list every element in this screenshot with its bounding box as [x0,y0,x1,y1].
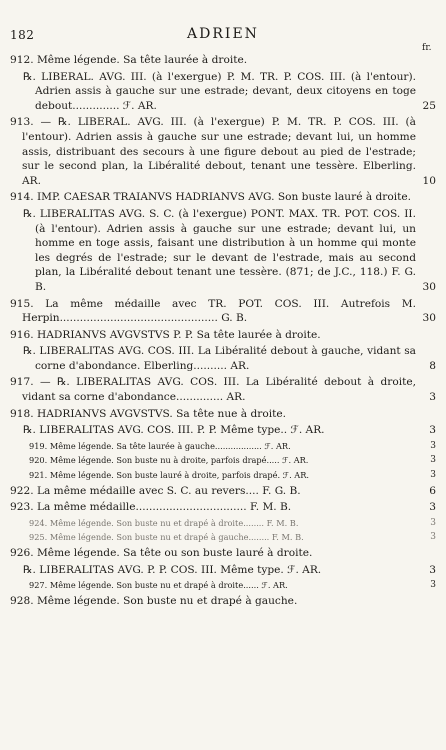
entry-text: 912. Même légende. Sa tête laurée à droite. [10,54,248,66]
entry-list [0,52,446,609]
reverse-926 [0,562,446,579]
entry-920 [0,453,446,468]
entry-text: ℞. LIBERALITAS AVG. P. P. COS. III. Même type. ℱ. AR. [23,563,322,576]
entry-text: 914. IMP. CAESAR TRAIANVS HADRIANVS AVG. Son buste lauré à droite. [10,191,412,204]
entry-text: ℞. LIBERALITAS AVG. COS. III. La Libéralité debout à gauche, vidant sa corne d'abondance. Elberling.......... AR. [23,345,416,372]
entry-text: 923. La même médaille................................. F. M. B. [10,501,292,514]
entry-price: 6 [429,484,436,497]
entry-price: 10 [422,174,436,187]
entry-text: 913. — ℞. LIBERAL. AVG. III. (à l'exergue) P. M. TR. P. COS. III. (à l'entour). Adrien assis à gauche sur une estrade; devant lui, un homme assis, distribuant des secours à une figure debout au pied de l'estrade; sur le second plan, la Libéralité debout, tenant une tessère. Elberling. AR. [10,116,416,187]
entry-price: 30 [422,280,436,293]
entry-text: 918. HADRIANVS AVGVSTVS. Sa tête nue à droite. [10,407,287,420]
entry-912 [0,52,446,69]
entry-text: 926. Même légende. Sa tête ou son buste lauré à droite. [10,547,313,559]
entry-text: 924. Même légende. Son buste nu et drapé à droite........ F. M. B. [29,517,299,528]
entry-913 [0,114,446,189]
entry-price: 3 [430,470,436,481]
entry-text: ℞. LIBERALITAS AVG. COS. III. P. P. Même type.. ℱ. AR. [23,424,325,437]
entry-915 [0,296,446,327]
page-number: 182 [10,28,35,42]
currency-column-header: fr. [422,43,432,53]
entry-price: 3 [429,563,436,576]
entry-923 [0,499,446,516]
entry-price: 3 [430,532,436,543]
entry-text: 916. HADRIANVS AVGVSTVS P. P. Sa tête laurée à droite. [10,328,321,341]
entry-text: 915. La même médaille avec TR. POT. COS. III. Autrefois M. Herpin............................................... G. B. [10,297,416,325]
entry-924 [0,516,446,531]
running-title: ADRIEN [187,26,259,42]
entry-927 [0,578,446,593]
entry-919 [0,439,446,454]
entry-price: 3 [430,580,436,591]
reverse-912 [0,69,446,115]
entry-price: 3 [429,501,436,514]
entry-926 [0,545,446,562]
reverse-918 [0,422,446,439]
entry-text: 920. Même légende. Son buste nu à droite, parfois drapé..... ℱ. AR. [29,455,309,466]
entry-928 [0,593,446,610]
entry-price: 3 [430,455,436,466]
entry-918 [0,406,446,423]
entry-916 [0,327,446,344]
entry-text: 925. Même légende. Son buste nu et drapé à gauche........ F. M. B. [29,532,304,543]
entry-925 [0,530,446,545]
entry-text: 921. Même légende. Son buste lauré à droite, parfois drapé. ℱ. AR. [29,470,309,481]
entry-price: 3 [430,517,436,528]
entry-text: ℞. LIBERALITAS AVG. S. C. (à l'exergue) PONT. MAX. TR. POT. COS. II. (à l'entour). Adrien assis à gauche sur une estrade; devant lui, un homme en toge assis, faisant une distribution à un homme qui monte les degrés de l'estrade; sur le devant de l'estrade, mais au second plan, la Libéralité debout tenant une tessère. (871; de J.C., 118.) F. G. B. [23,207,416,293]
entry-text: 928. Même légende. Son buste nu et drapé à gauche. [10,594,298,607]
entry-price: 3 [429,424,436,437]
reverse-916 [0,343,446,374]
entry-914 [0,189,446,206]
reverse-914 [0,206,446,296]
entry-price: 3 [430,440,436,451]
entry-917 [0,374,446,405]
entry-text: ℞. LIBERAL. AVG. III. (à l'exergue) P. M. TR. P. COS. III. (à l'entour). Adrien assis à gauche sur une estrade; devant, deux citoyens en toge debout.............. ℱ. AR. [23,70,416,112]
entry-text: 919. Même légende. Sa tête laurée à gauche.................. ℱ. AR. [29,440,291,451]
entry-price: 25 [422,99,436,112]
entry-text: 922. La même médaille avec S. C. au revers.... F. G. B. [10,484,301,497]
entry-price: 8 [429,359,436,372]
entry-921 [0,468,446,483]
entry-price: 30 [422,312,436,325]
entry-text: 917. — ℞. LIBERALITAS AVG. COS. III. La Libéralité debout à droite, vidant sa corne d'abondance.............. AR. [10,376,416,404]
entry-price: 3 [429,391,436,404]
entry-922 [0,483,446,500]
entry-text: 927. Même légende. Son buste nu et drapé à droite...... ℱ. AR. [29,580,288,591]
